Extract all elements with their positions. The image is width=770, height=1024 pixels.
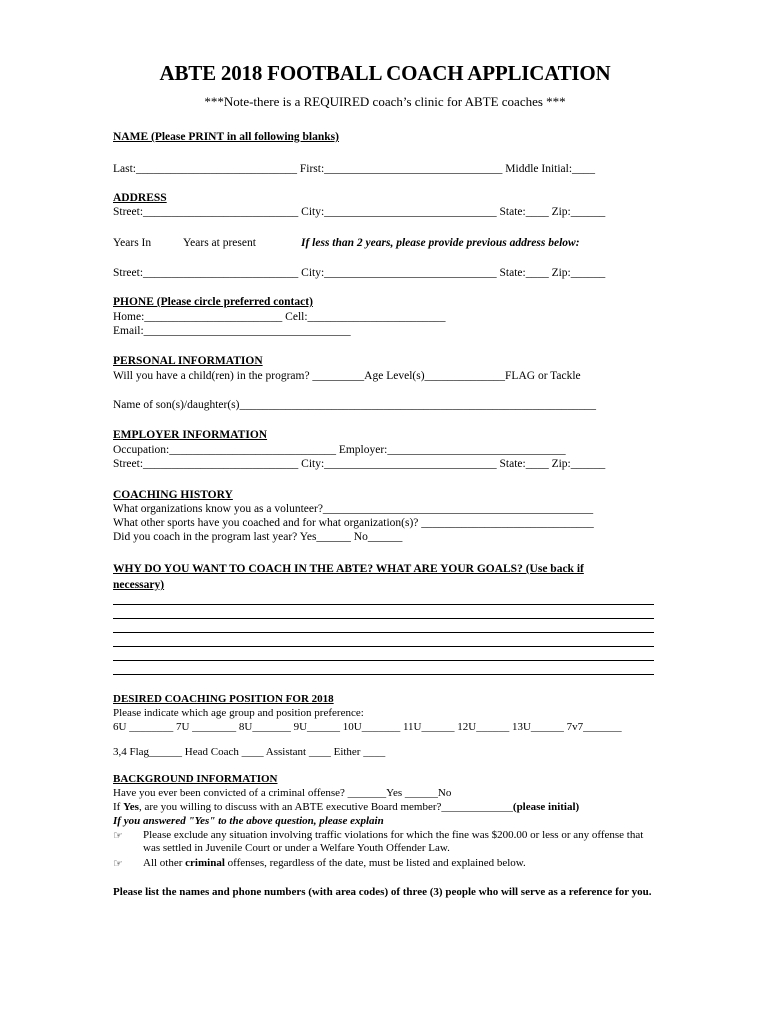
pointing-hand-icon: ☞: [113, 858, 123, 870]
offense-prefix: All other: [143, 857, 186, 869]
previous-address-note: If less than 2 years, please provide previous address below:: [301, 237, 580, 249]
please-initial: (please initial): [512, 801, 580, 813]
answer-line[interactable]: [113, 618, 654, 619]
why-heading-cont: necessary): [113, 579, 165, 591]
explain-instruction: If you answered "Yes" to the above question, please explain: [113, 815, 384, 827]
organizations-line[interactable]: What organizations know you as a volunteer?_______________________________________________: [113, 503, 594, 515]
criminal-word: criminal: [185, 857, 225, 869]
discuss-line[interactable]: [113, 801, 579, 814]
answer-line[interactable]: [113, 646, 654, 647]
form-title: ABTE 2018 FOOTBALL COACH APPLICATION: [159, 61, 611, 85]
answer-line[interactable]: [113, 674, 654, 675]
phone-heading: PHONE (Please circle preferred contact): [113, 296, 313, 308]
name-line[interactable]: Last:____________________________ First:_______________________________ Middle Initial:____: [113, 163, 596, 175]
position-instructions: Please indicate which age group and position preference:: [113, 707, 364, 719]
role-line[interactable]: 3,4 Flag______ Head Coach ____ Assistant ____ Either ____: [113, 746, 386, 758]
discuss-text: , are you willing to discuss with an ABTE executive Board member?_____________: [138, 801, 513, 813]
years-in-label: Years In: [113, 237, 152, 249]
coaching-heading: COACHING HISTORY: [113, 489, 233, 501]
answer-line[interactable]: [113, 660, 654, 661]
occupation-line[interactable]: Occupation:_____________________________ Employer:_______________________________: [113, 444, 566, 456]
offense-suffix: offenses, regardless of the date, must be listed and explained below.: [224, 857, 526, 869]
address-heading: ADDRESS: [113, 192, 167, 204]
answer-line[interactable]: [113, 604, 654, 605]
last-year-line[interactable]: Did you coach in the program last year? Yes______ No______: [113, 531, 403, 543]
children-line[interactable]: Will you have a child(ren) in the program? _________Age Level(s)______________FLAG or Tackle: [113, 370, 581, 382]
pointing-hand-icon: ☞: [113, 830, 123, 842]
years-present-label: Years at present: [183, 237, 256, 249]
previous-street-line[interactable]: Street:___________________________ City:______________________________ State:____ Zip:______: [113, 267, 606, 279]
other-sports-line[interactable]: What other sports have you coached and for what organization(s)? ______________________________: [113, 517, 594, 529]
home-cell-line[interactable]: Home:________________________ Cell:________________________: [113, 311, 446, 323]
personal-heading: PERSONAL INFORMATION: [113, 355, 263, 367]
employer-heading: EMPLOYER INFORMATION: [113, 429, 268, 441]
yes-word: Yes: [123, 801, 139, 813]
convicted-line[interactable]: Have you ever been convicted of a criminal offense? _______Yes ______No: [113, 787, 452, 799]
address-street-line[interactable]: Street:___________________________ City:______________________________ State:____ Zip:______: [113, 206, 606, 218]
criminal-offense-note: [143, 857, 663, 870]
name-heading: NAME (Please PRINT in all following blanks): [113, 131, 339, 143]
age-group-line[interactable]: 6U ________ 7U ________ 8U_______ 9U______ 10U_______ 11U______ 12U______ 13U______ 7v7_______: [113, 721, 622, 733]
why-heading: WHY DO YOU WANT TO COACH IN THE ABTE? WHAT ARE YOUR GOALS? (Use back if: [113, 563, 584, 575]
employer-street-line[interactable]: Street:___________________________ City:______________________________ State:____ Zip:______: [113, 458, 606, 470]
email-line[interactable]: Email:____________________________________: [113, 325, 351, 337]
clinic-note: ***Note-there is a REQUIRED coach’s clinic for ABTE coaches ***: [204, 94, 566, 109]
sons-daughters-line[interactable]: Name of son(s)/daughter(s)______________________________________________________________: [113, 399, 596, 411]
position-heading: DESIRED COACHING POSITION FOR 2018: [113, 693, 334, 705]
answer-line[interactable]: [113, 632, 654, 633]
exclusion-note: Please exclude any situation involving traffic violations for which the fine was $200.00 or less or any offense that was settled in Juvenile Court or under a Welfare Youth Offender Law.: [143, 829, 644, 854]
references-instruction: Please list the names and phone numbers (with area codes) of three (3) people who will serve as a reference for you.: [113, 886, 652, 898]
discuss-prefix: If: [113, 801, 124, 813]
background-heading: BACKGROUND INFORMATION: [113, 773, 278, 785]
